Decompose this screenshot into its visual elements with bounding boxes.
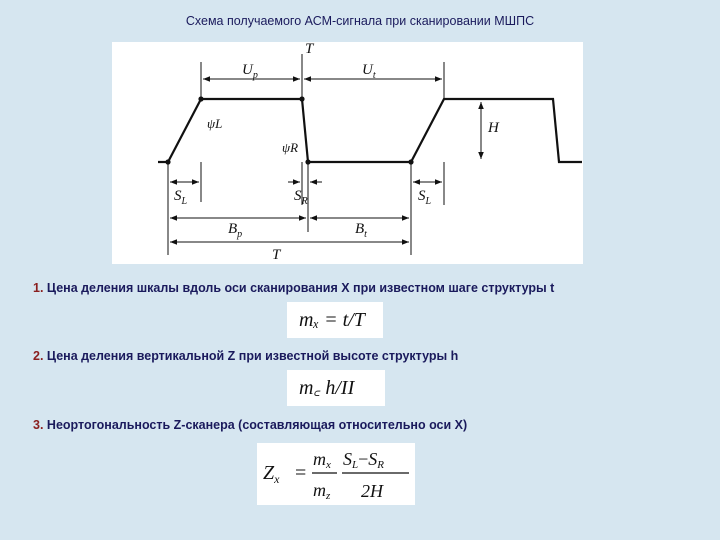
label-psi-r: ψR	[282, 140, 299, 155]
label-t-bottom: T	[272, 247, 281, 263]
formula-mz: m꜀ h/II	[287, 370, 385, 406]
svg-text:mz: mz	[313, 480, 331, 502]
item-text: Неортогональность Z-сканера (составляющая относительно оси X)	[43, 418, 468, 432]
label-h: H	[488, 120, 499, 136]
label-sr: $S_R$	[294, 188, 308, 207]
label-psi-l: ψL	[207, 116, 223, 131]
formula-zx	[257, 443, 415, 505]
item-3	[33, 418, 467, 432]
afm-signal-diagram	[112, 42, 583, 264]
svg-text:Zx: $Z_x$	[263, 462, 280, 486]
item-number: 2.	[33, 349, 44, 363]
label-t-top: T	[305, 42, 314, 57]
item-text: Цена деления вертикальной Z при известной высоте структуры h	[43, 349, 459, 363]
slide-title: Схема получаемого АСМ-сигнала при сканировании МШПС	[185, 14, 535, 28]
label-ut: $U_t$	[362, 62, 376, 81]
item-2	[33, 349, 458, 363]
svg-text:2H: 2H	[361, 481, 383, 501]
label-sl-2: $S_L$	[418, 188, 432, 207]
svg-text:=: =	[295, 462, 307, 484]
item-number: 1.	[33, 281, 44, 295]
label-sl-1: $S_L$	[174, 188, 188, 207]
svg-text:SL−SR: SL−SR	[343, 449, 385, 471]
diagram-svg	[112, 42, 583, 264]
svg-text:mx: mx	[313, 449, 331, 471]
label-up: $U_p$	[242, 62, 258, 81]
formula-mx: mₓ = t/T	[287, 302, 383, 338]
item-number: 3.	[33, 418, 44, 432]
label-bt: $B_t$	[355, 221, 367, 240]
label-bp: $B_p$	[228, 221, 243, 240]
item-1	[33, 281, 554, 295]
item-text: Цена деления шкалы вдоль оси сканирования X при известном шаге структуры t	[43, 281, 555, 295]
formula-zx-svg	[257, 443, 415, 505]
